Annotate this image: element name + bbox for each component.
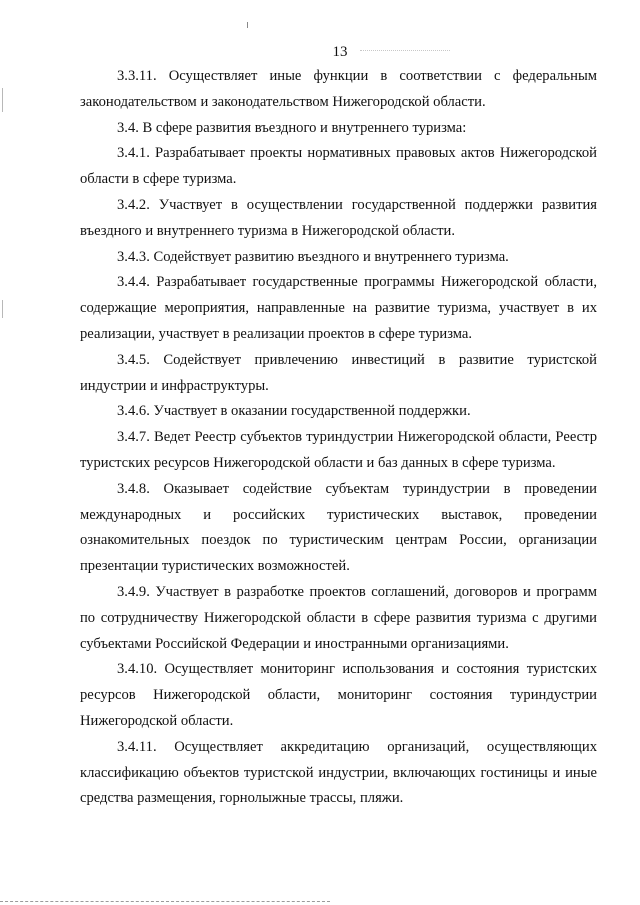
paragraph-3-4-9: 3.4.9. Участвует в разработке проектов соглашений, договоров и программ по сотрудничеству Нижегородской области в сфере развития туризма с другими субъектами Российской Федерации и иностранными организациями. [80,583,597,652]
paragraph-3-3-11: 3.3.11. Осуществляет иные функции в соответствии с федеральным законодательством и законодательством Нижегородской области. [80,68,597,110]
paragraph-3-4-1: 3.4.1. Разрабатывает проекты нормативных правовых актов Нижегородской области в сфере туризма. [80,145,597,188]
paragraph-3-4-2: 3.4.2. Участвует в осуществлении государственной поддержки развития въездного и внутреннего туризма в Нижегородской области. [80,196,597,239]
scan-artifact [2,88,3,112]
section-heading-3-4: 3.4. В сфере развития въездного и внутреннего туризма: [117,119,467,136]
document-body [80,64,597,812]
scan-artifact [247,22,248,28]
paragraph-3-4-8: 3.4.8. Оказывает содействие субъектам туриндустрии в проведении международных и российских туристических выставок, проведении ознакомительных поездок по туристическим центрам России, организации презентации туристических возможностей. [80,480,597,575]
paragraph-3-4-11: 3.4.11. Осуществляет аккредитацию организаций, осуществляющих классификацию объектов туристской индустрии, включающих гостиницы и иные средства размещения, горнолыжные трассы, пляжи. [80,738,597,807]
scan-artifact [0,901,330,902]
paragraph-3-4-4: 3.4.4. Разрабатывает государственные программы Нижегородской области, содержащие мероприятия, направленные на развитие туризма, участвует в их реализации, участвует в реализации проектов в сфере туризма. [80,274,597,342]
scan-artifact [2,300,3,318]
paragraph-3-4-6: 3.4.6. Участвует в оказании государственной поддержки. [117,403,471,420]
paragraph-3-4-5: 3.4.5. Содействует привлечению инвестиций в развитие туристской индустрии и инфраструктуры. [80,351,597,394]
page-number: 13 [332,44,348,60]
paragraph-3-4-3: 3.4.3. Содействует развитию въездного и внутреннего туризма. [117,248,509,265]
paragraph-3-4-10: 3.4.10. Осуществляет мониторинг использования и состояния туристских ресурсов Нижегородской области, мониторинг состояния туриндустрии Нижегородской области. [80,661,597,729]
paragraph-3-4-7: 3.4.7. Ведет Реестр субъектов туриндустрии Нижегородской области, Реестр туристских ресурсов Нижегородской области и баз данных в сфере туризма. [80,429,597,471]
